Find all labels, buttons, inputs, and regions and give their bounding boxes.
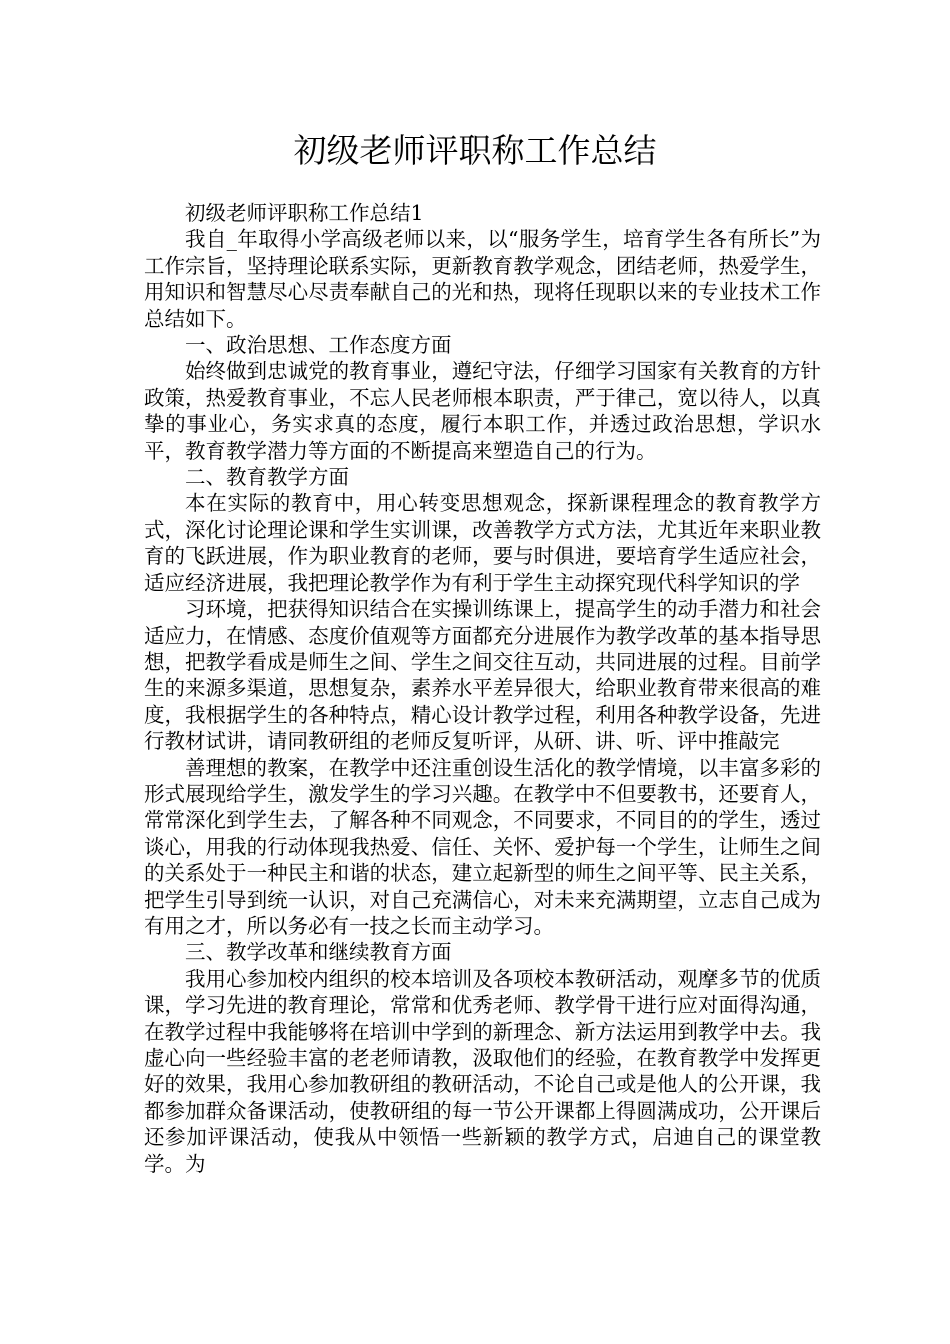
subtitle-paragraph: 初级老师评职称工作总结1 <box>185 201 424 225</box>
paragraph-politics: 始终做到忠诚党的教育事业，遵纪守法，仔细学习国家有关教育的方针政策，热爱教育事业，不忘人民老师根本职责，严于律己，宽以待人，以真挚的事业心，务实求真的态度，履行本职工作，并透过政治思想，学识水平，教育教学潜力等方面的不断提高来塑造自己的行为。 <box>144 359 821 463</box>
section-heading-politics: 一、政治思想、工作态度方面 <box>185 333 452 358</box>
section-heading-teaching: 二、教育教学方面 <box>185 465 349 490</box>
paragraph-reform: 我用心参加校内组织的校本培训及各项校本教研活动，观摩多节的优质课，学习先进的教育理论，常常和优秀老师、教学骨干进行应对面得沟通，在教学过程中我能够将在培训中学到的新理念、新方法运用到教学中去。我虚心向一些经验丰富的老老师请教，汲取他们的经验，在教育教学中发挥更好的效果，我用心参加教研组的教研活动，不论自己或是他人的公开课，我都参加群众备课活动，使教研组的每一节公开课都上得圆满成功，公开课后还参加评课活动，使我从中领悟一些新颖的教学方式，启迪自己的课堂教学。为 <box>144 966 821 1176</box>
document-title: 初级老师评职称工作总结 <box>293 131 657 170</box>
paragraph-teaching-2: 习环境，把获得知识结合在实操训练课上，提高学生的动手潜力和社会适应力，在情感、态度价值观等方面都充分进展作为教学改革的基本指导思想，把教学看成是师生之间、学生之间交往互动，共同进展的过程。目前学生的来源多渠道，思想复杂，素养水平差异很大，给职业教育带来很高的难度，我根据学生的各种特点，精心设计教学过程，利用各种教学设备，先进行教材试讲，请同教研组的老师反复听评，从研、讲、听、评中推敲完 <box>144 597 821 754</box>
document-body <box>144 200 821 1177</box>
paragraph-teaching-1: 本在实际的教育中，用心转变思想观念，探新课程理念的教育教学方式，深化讨论理论课和学生实训课，改善教学方式方法，尤其近年来职业教育的飞跃进展，作为职业教育的老师，要与时俱进，要培育学生适应社会，适应经济进展，我把理论教学作为有利于学生主动探究现代科学知识的学 <box>144 491 821 595</box>
section-heading-reform: 三、教学改革和继续教育方面 <box>185 940 452 965</box>
intro-paragraph: 我自_年取得小学高级老师以来，以“服务学生，培育学生各有所长”为工作宗旨，坚持理论联系实际，更新教育教学观念，团结老师，热爱学生，用知识和智慧尽心尽责奉献自己的光和热，现将任现职以来的专业技术工作总结如下。 <box>144 227 821 331</box>
paragraph-teaching-3: 善理想的教案，在教学中还注重创设生活化的教学情境，以丰富多彩的形式展现给学生，激发学生的学习兴趣。在教学中不但要教书，还要育人，常常深化到学生去，了解各种不同观念，不同要求，不同目的的学生，透过谈心，用我的行动体现我热爱、信任、关怀、爱护每一个学生，让师生之间的关系处于一种民主和谐的状态，建立起新型的师生之间平等、民主关系，把学生引导到统一认识，对自己充满信心，对未来充满期望，立志自己成为有用之才，所以务必有一技之长而主动学习。 <box>144 755 821 938</box>
